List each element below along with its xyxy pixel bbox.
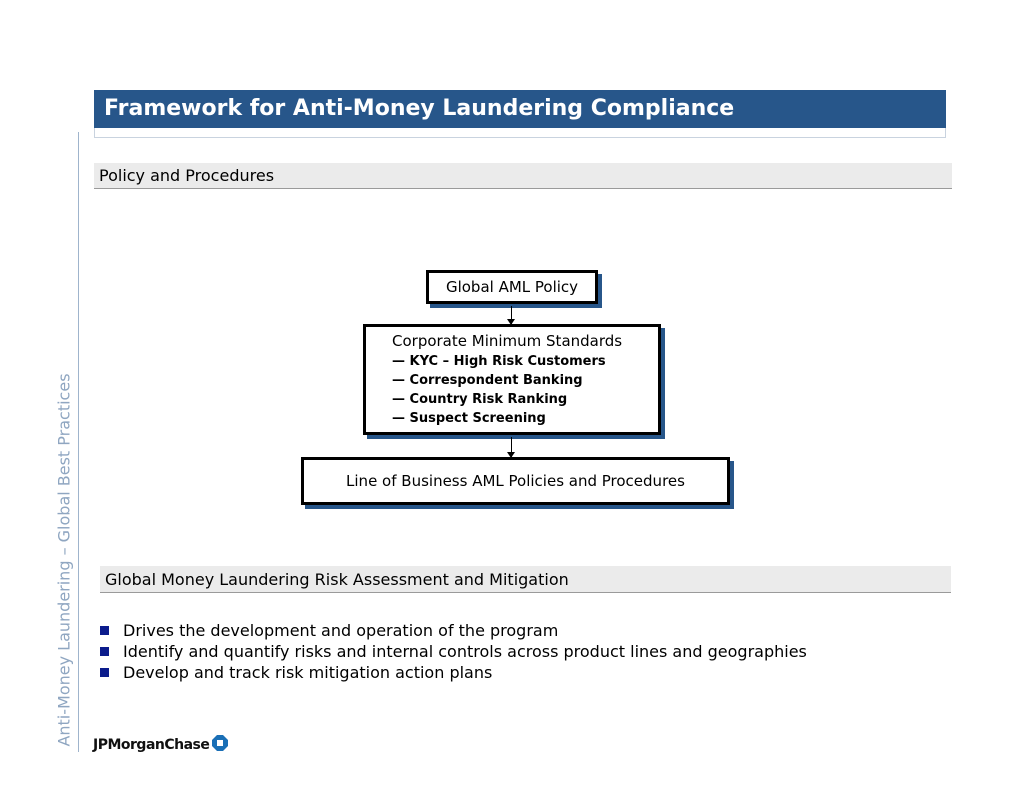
bullet-text: Identify and quantify risks and internal controls across product lines and geographies — [123, 642, 807, 661]
global-aml-policy-box: Global AML Policy — [426, 270, 598, 304]
list-item — [100, 620, 807, 641]
bullet-text: Drives the development and operation of the program — [123, 621, 559, 640]
standard-item: — Suspect Screening — [392, 411, 546, 426]
section-header-policy: Policy and Procedures — [94, 163, 952, 189]
company-logo — [93, 735, 228, 755]
square-bullet-icon — [100, 626, 109, 635]
corporate-standards-heading: Corporate Minimum Standards — [392, 332, 623, 350]
bullet-text: Develop and track risk mitigation action plans — [123, 663, 493, 682]
lob-policies-box: Line of Business AML Policies and Procedures — [301, 457, 730, 505]
arrow-down — [511, 306, 512, 324]
octagon-logo-icon — [212, 735, 228, 755]
logo-text: JPMorganChase — [93, 737, 210, 753]
page-title: Framework for Anti-Money Laundering Compliance — [94, 90, 946, 128]
standard-item: — Country Risk Ranking — [392, 392, 568, 407]
standard-item: — KYC – High Risk Customers — [392, 354, 606, 369]
arrow-down — [511, 437, 512, 457]
section-header-risk: Global Money Laundering Risk Assessment and Mitigation — [100, 566, 951, 593]
corporate-standards-box — [363, 324, 661, 435]
side-divider — [78, 132, 79, 752]
standard-item: — Correspondent Banking — [392, 373, 583, 388]
title-underline — [94, 128, 946, 138]
bullet-list — [100, 620, 807, 683]
list-item — [100, 641, 807, 662]
list-item — [100, 662, 807, 683]
side-title: Anti-Money Laundering – Global Best Practices — [54, 373, 74, 747]
square-bullet-icon — [100, 647, 109, 656]
square-bullet-icon — [100, 668, 109, 677]
